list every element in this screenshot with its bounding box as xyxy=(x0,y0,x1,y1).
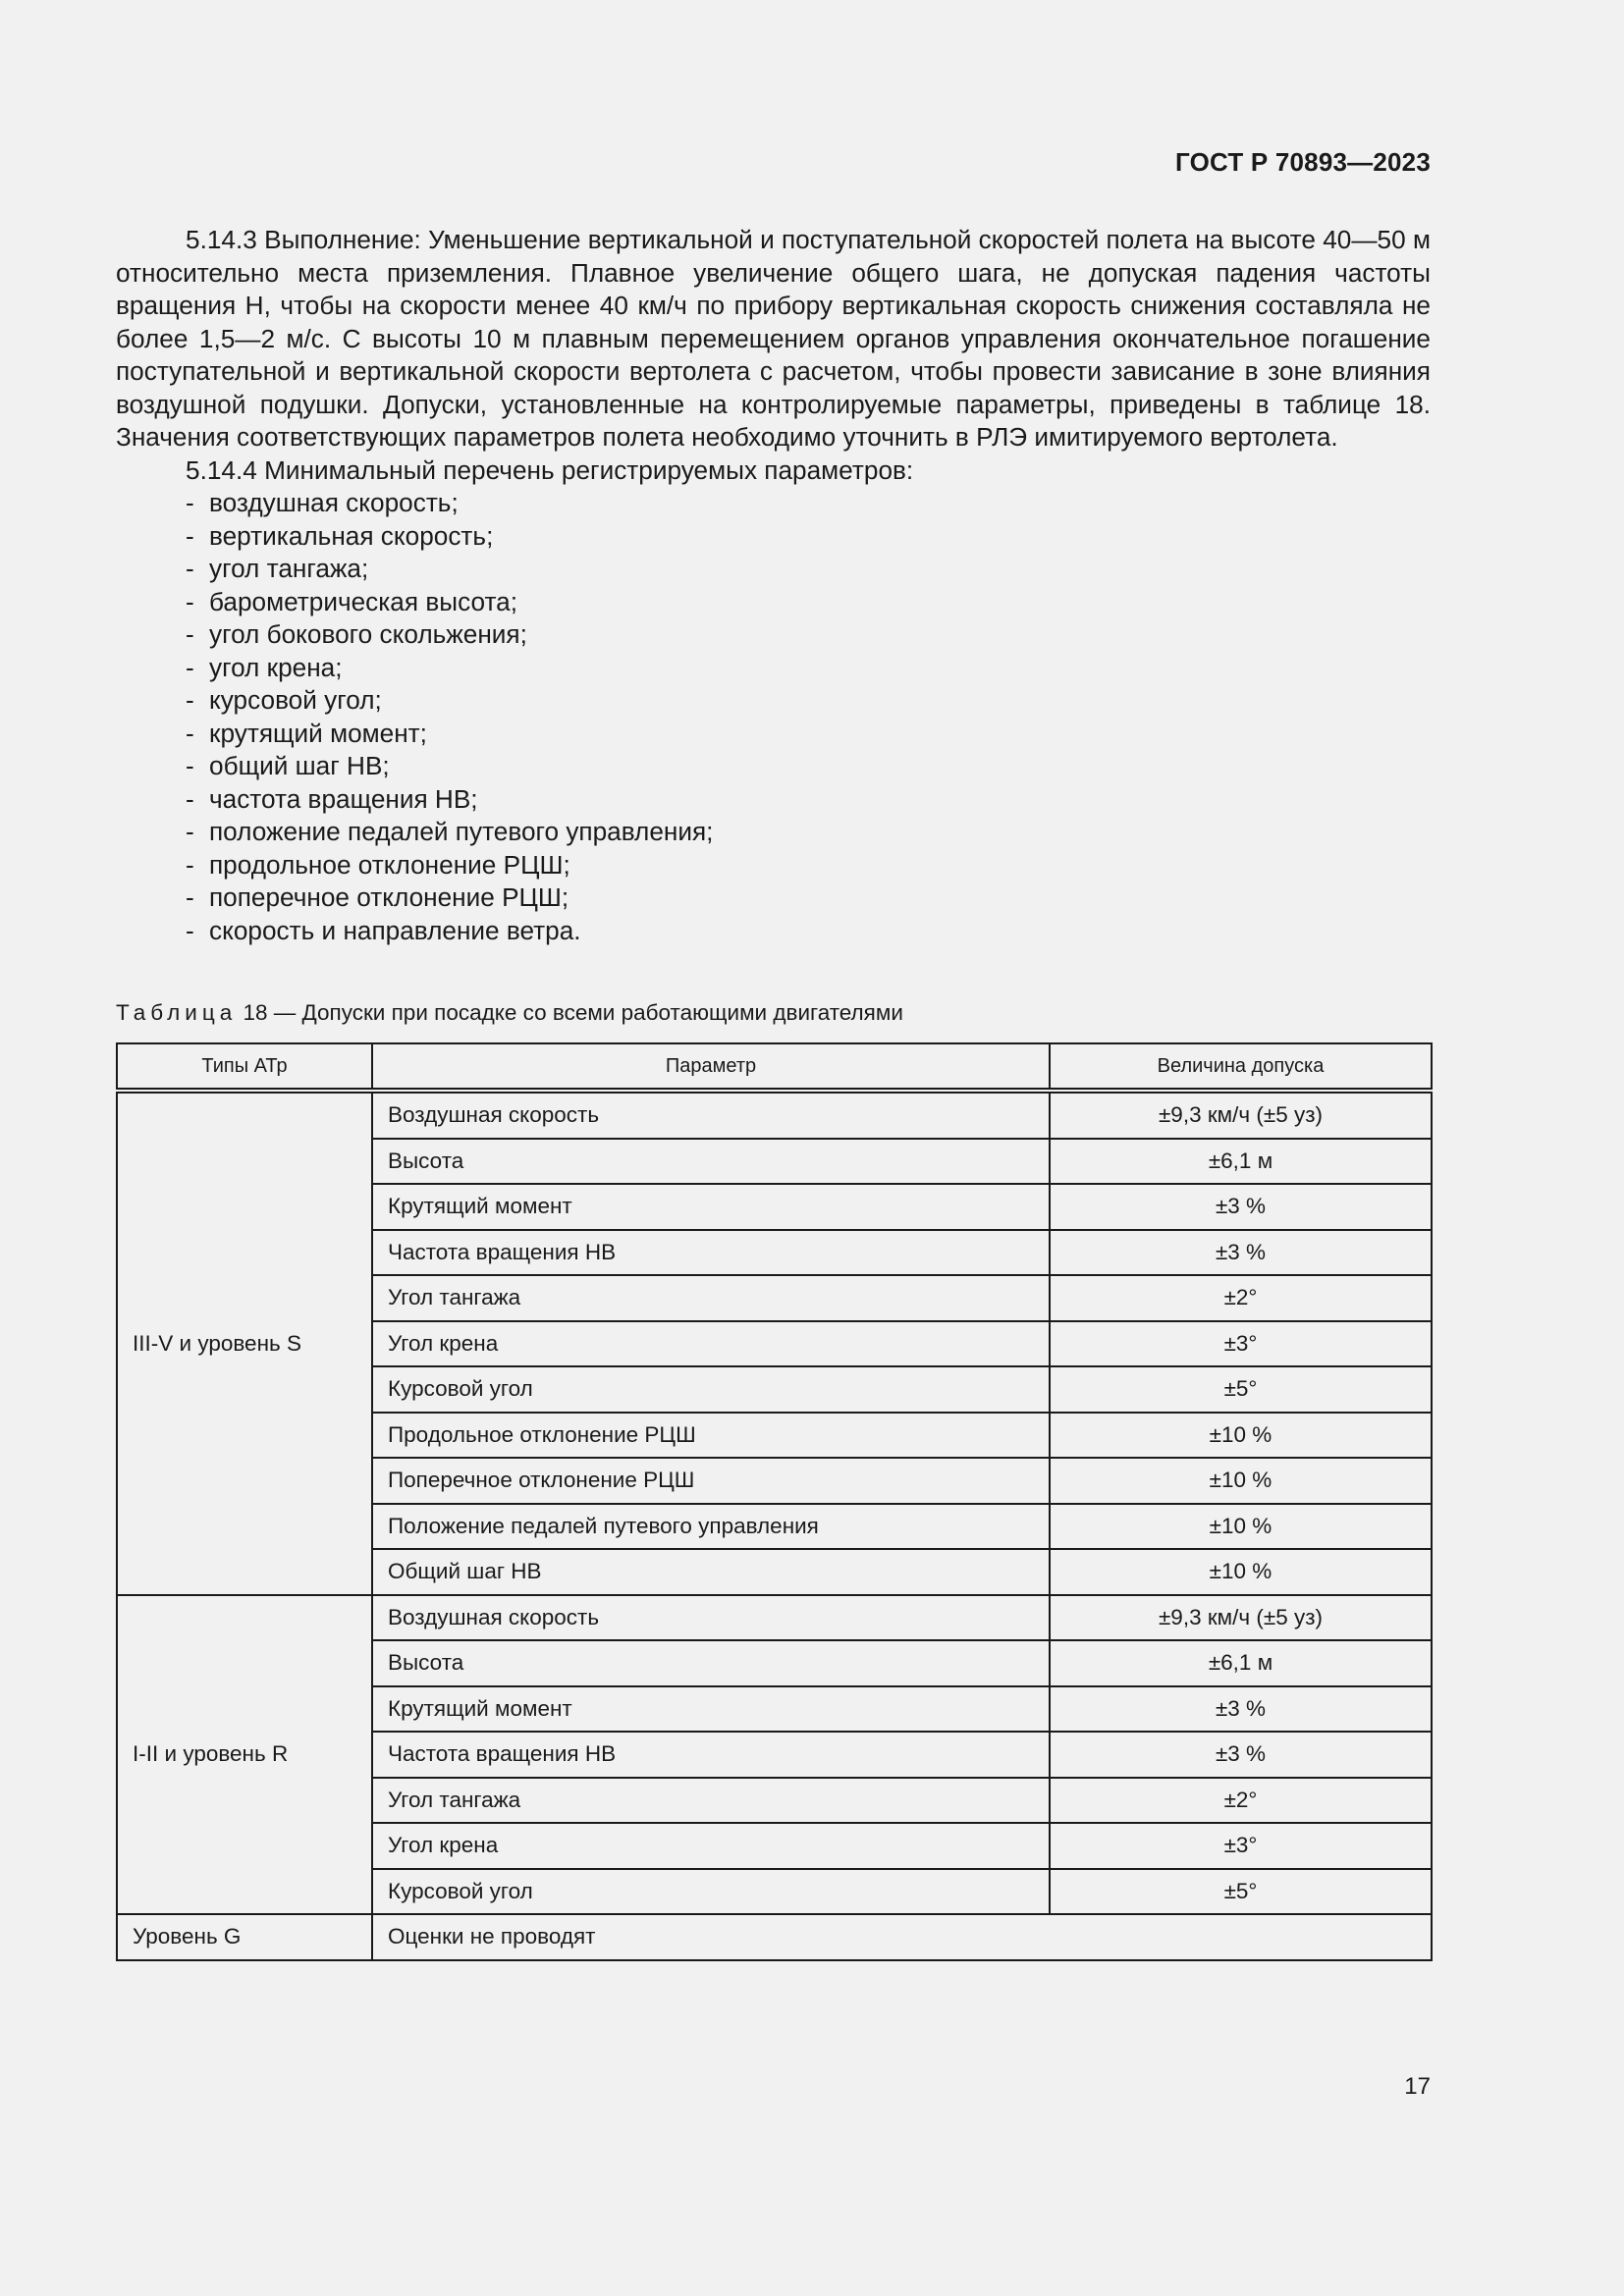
tolerance-cell: ±5° xyxy=(1050,1869,1432,1915)
parameter-cell: Положение педалей путевого управления xyxy=(372,1504,1050,1550)
tolerance-cell: ±6,1 м xyxy=(1050,1139,1432,1185)
parameter-cell: Угол крена xyxy=(372,1823,1050,1869)
list-item: - продольное отклонение РЦШ; xyxy=(186,849,1431,882)
list-item: - воздушная скорость; xyxy=(186,487,1431,520)
table-row xyxy=(117,1091,1432,1139)
parameter-cell: Высота xyxy=(372,1139,1050,1185)
bullet-dash: - xyxy=(186,751,194,780)
parameter-cell: Общий шаг НВ xyxy=(372,1549,1050,1595)
parameter-cell: Воздушная скорость xyxy=(372,1595,1050,1641)
list-item: - общий шаг НВ; xyxy=(186,750,1431,783)
bullet-dash: - xyxy=(186,554,194,583)
table-caption-text: 18 — Допуски при посадке со всеми работающими двигателями xyxy=(243,1000,903,1025)
list-item: - частота вращения НВ; xyxy=(186,783,1431,817)
document-code-header: ГОСТ Р 70893—2023 xyxy=(1175,147,1431,177)
tolerances-table xyxy=(116,1042,1433,1961)
tolerance-cell: ±3 % xyxy=(1050,1230,1432,1276)
tolerance-cell: ±9,3 км/ч (±5 уз) xyxy=(1050,1595,1432,1641)
list-item: - угол крена; xyxy=(186,652,1431,685)
table-row xyxy=(117,1914,1432,1960)
parameter-cell: Угол тангажа xyxy=(372,1778,1050,1824)
table-row xyxy=(117,1595,1432,1641)
column-header-parameter: Параметр xyxy=(372,1043,1050,1091)
no-evaluation-cell: Оценки не проводят xyxy=(372,1914,1432,1960)
tolerance-cell: ±10 % xyxy=(1050,1549,1432,1595)
bullet-dash: - xyxy=(186,520,194,551)
tolerance-cell: ±3 % xyxy=(1050,1686,1432,1733)
list-item: - поперечное отклонение РЦШ; xyxy=(186,881,1431,915)
tolerance-cell: ±5° xyxy=(1050,1366,1432,1413)
bullet-dash: - xyxy=(186,685,194,715)
group-type-cell: Уровень G xyxy=(117,1914,372,1960)
group-type-cell: I-II и уровень R xyxy=(117,1595,372,1915)
parameter-cell: Курсовой угол xyxy=(372,1366,1050,1413)
bullet-dash: - xyxy=(186,619,194,649)
tolerance-cell: ±3 % xyxy=(1050,1732,1432,1778)
tolerance-cell: ±10 % xyxy=(1050,1504,1432,1550)
parameter-cell: Угол тангажа xyxy=(372,1275,1050,1321)
parameter-cell: Поперечное отклонение РЦШ xyxy=(372,1458,1050,1504)
tolerance-cell: ±10 % xyxy=(1050,1458,1432,1504)
column-header-type: Типы АТр xyxy=(117,1043,372,1091)
bullet-dash: - xyxy=(186,488,194,517)
list-item: - барометрическая высота; xyxy=(186,586,1431,619)
bullet-dash: - xyxy=(186,586,194,616)
list-item: - скорость и направление ветра. xyxy=(186,915,1431,948)
list-item: - курсовой угол; xyxy=(186,684,1431,718)
section-5-14-3-paragraph: 5.14.3 Выполнение: Уменьшение вертикальной и поступательной скоростей полета на высоте 40—50 м относительно места приземления. Плавное увеличение общего шага, не допуская падения частоты вращения Н, чтобы на скорости менее 40 км/ч по прибору вертикальная скорость снижения составляла не более 1,5—2 м/с. С высоты 10 м плавным перемещением органов управления окончательное погашение поступательной и вертикальной скорости вертолета с расчетом, чтобы провести зависание в зоне влияния воздушной подушки. Допуски, установленные на контролируемые параметры, приведены в таблице 18. Значения соответствующих параметров полета необходимо уточнить в РЛЭ имитируемого вертолета. xyxy=(116,225,1431,452)
page-number: 17 xyxy=(1404,2073,1431,2100)
parameter-cell: Продольное отклонение РЦШ xyxy=(372,1413,1050,1459)
tolerance-cell: ±2° xyxy=(1050,1778,1432,1824)
section-5-14-4-intro: 5.14.4 Минимальный перечень регистрируемых параметров: xyxy=(186,454,914,485)
parameter-cell: Высота xyxy=(372,1640,1050,1686)
tolerance-cell: ±2° xyxy=(1050,1275,1432,1321)
tolerance-cell: ±3° xyxy=(1050,1321,1432,1367)
list-item: - крутящий момент; xyxy=(186,718,1431,751)
tolerance-cell: ±9,3 км/ч (±5 уз) xyxy=(1050,1091,1432,1139)
tolerance-cell: ±3° xyxy=(1050,1823,1432,1869)
registered-parameters-list xyxy=(116,487,1431,947)
parameter-cell: Крутящий момент xyxy=(372,1686,1050,1733)
tolerance-cell: ±6,1 м xyxy=(1050,1640,1432,1686)
document-body xyxy=(116,224,1431,947)
parameter-cell: Крутящий момент xyxy=(372,1184,1050,1230)
list-item: - угол тангажа; xyxy=(186,553,1431,586)
tolerance-cell: ±10 % xyxy=(1050,1413,1432,1459)
bullet-dash: - xyxy=(186,849,194,880)
bullet-dash: - xyxy=(186,783,194,814)
bullet-dash: - xyxy=(186,652,194,682)
parameter-cell: Воздушная скорость xyxy=(372,1091,1050,1139)
parameter-cell: Угол крена xyxy=(372,1321,1050,1367)
bullet-dash: - xyxy=(186,882,194,912)
list-item: - положение педалей путевого управления; xyxy=(186,816,1431,849)
list-item: - угол бокового скольжения; xyxy=(186,618,1431,652)
parameter-cell: Частота вращения НВ xyxy=(372,1732,1050,1778)
list-item: - вертикальная скорость; xyxy=(186,520,1431,554)
parameter-cell: Частота вращения НВ xyxy=(372,1230,1050,1276)
bullet-dash: - xyxy=(186,915,194,945)
bullet-dash: - xyxy=(186,718,194,748)
tolerance-cell: ±3 % xyxy=(1050,1184,1432,1230)
parameter-cell: Курсовой угол xyxy=(372,1869,1050,1915)
bullet-dash: - xyxy=(186,817,194,846)
table-caption xyxy=(116,1000,903,1026)
table-caption-label: Таблица xyxy=(116,1000,238,1025)
group-type-cell: III-V и уровень S xyxy=(117,1091,372,1595)
table-header-row xyxy=(117,1043,1432,1091)
column-header-tolerance: Величина допуска xyxy=(1050,1043,1432,1091)
